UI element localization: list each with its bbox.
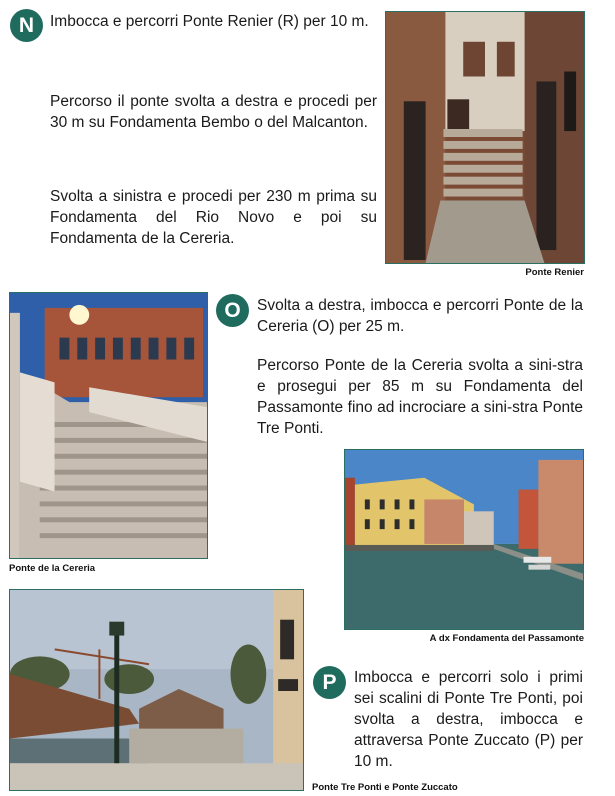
badge-n: N [10,9,43,42]
caption-ponte-tre-ponti: Ponte Tre Ponti e Ponte Zuccato [312,782,458,793]
photo-ponte-tre-ponti [9,589,304,791]
paragraph-p-1: Imbocca e percorri solo i primi sei scalini di Ponte Tre Ponti, poi svolta a destra, imbocca e attraversa Ponte Zuccato (P) per 10 m. [354,669,583,770]
paragraph-n-2: Percorso il ponte svolta a destra e procedi per 30 m su Fondamenta Bembo o del Malcanton. [50,93,377,131]
caption-ponte-cereria: Ponte de la Cereria [9,563,96,574]
badge-p: P [313,666,346,699]
photo-ponte-renier [385,11,585,264]
paragraph-n-3: Svolta a sinistra e procedi per 230 m prima su Fondamenta del Rio Novo e poi su Fondamenta de la Cereria. [50,188,377,247]
photo-fondamenta-passamonte [344,449,584,630]
caption-ponte-renier: Ponte Renier [525,267,584,278]
photo-ponte-cereria [9,292,208,559]
badge-o: O [216,294,249,327]
paragraph-o-1: Svolta a destra, imbocca e percorri Ponte de la Cereria (O) per 25 m. [257,297,583,335]
caption-fondamenta-passamonte: A dx Fondamenta del Passamonte [429,633,584,644]
paragraph-o-2: Percorso Ponte de la Cereria svolta a sini-stra e prosegui per 85 m su Fondamenta del Passamonte fino ad incrociare a sini-stra Ponte Tre Ponti. [257,357,583,437]
paragraph-n-1: Imbocca e percorri Ponte Renier (R) per 10 m. [50,13,369,30]
